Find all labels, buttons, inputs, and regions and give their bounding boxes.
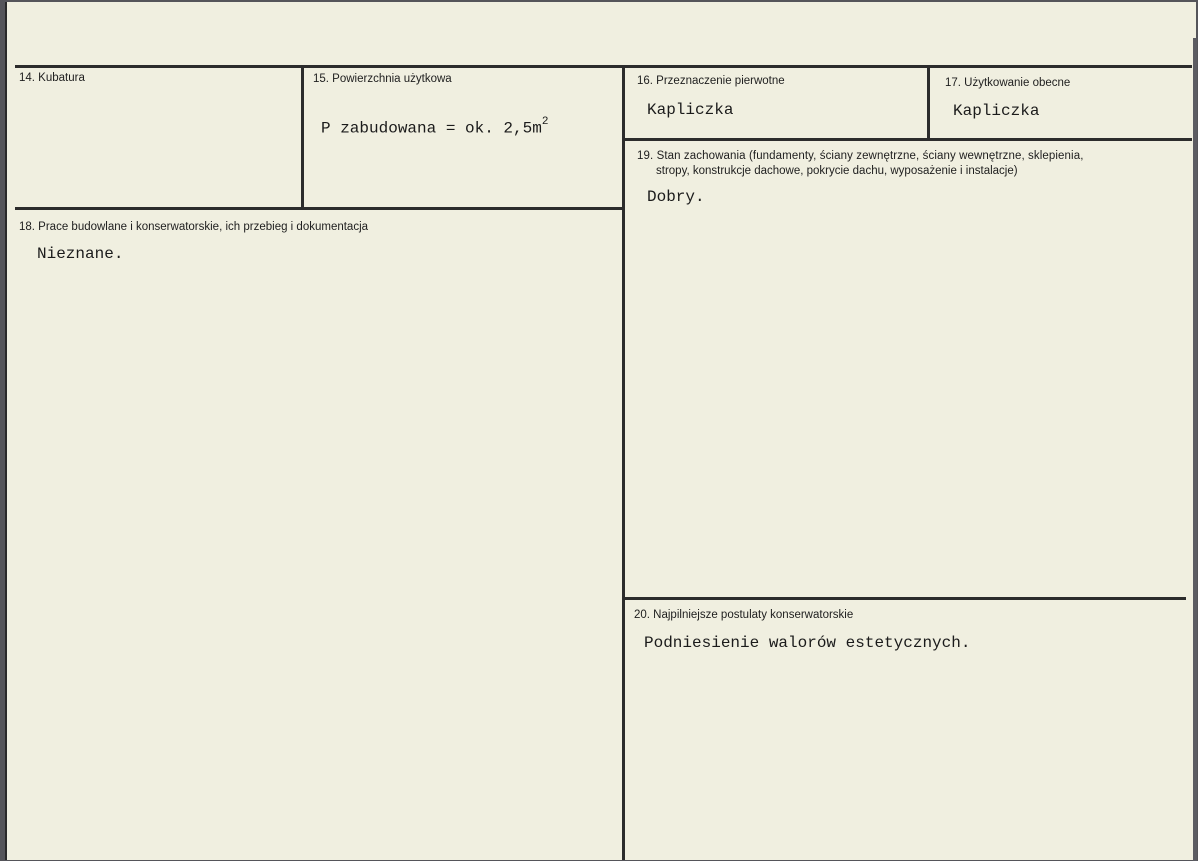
field-16-value: Kapliczka <box>647 101 734 119</box>
field-19-value: Dobry. <box>647 188 705 206</box>
divider-14-15 <box>301 65 304 209</box>
field-15-value-text: P zabudowana = ok. 2,5m <box>321 119 542 138</box>
field-14-label: 14. Kubatura <box>19 72 85 84</box>
scan-edge <box>1193 38 1197 861</box>
divider-under-16-17 <box>622 138 1192 141</box>
field-19-label-line1: 19. Stan zachowania (fundamenty, ściany zewnętrzne, ściany wewnętrzne, sklepienia, <box>637 150 1084 162</box>
divider-16-17 <box>927 65 930 140</box>
field-15-value-superscript: 2 <box>541 116 549 128</box>
field-20-label: 20. Najpilniejsze postulaty konserwatorskie <box>634 609 854 621</box>
field-19-label-line2: stropy, konstrukcje dachowe, pokrycie dachu, wyposażenie i instalacje) <box>656 165 1018 177</box>
divider-center <box>622 65 625 860</box>
record-card <box>5 2 1196 860</box>
field-20-value: Podniesienie walorów estetycznych. <box>644 634 971 652</box>
field-15-label: 15. Powierzchnia użytkowa <box>313 73 452 85</box>
field-18-value: Nieznane. <box>37 245 124 263</box>
divider-under-15 <box>15 207 625 210</box>
divider-top <box>15 65 1192 68</box>
divider-under-19 <box>622 597 1186 600</box>
field-17-label: 17. Użytkowanie obecne <box>945 77 1071 89</box>
field-15-value <box>321 118 548 137</box>
field-17-value: Kapliczka <box>953 102 1040 120</box>
field-18-label: 18. Prace budowlane i konserwatorskie, ich przebieg i dokumentacja <box>19 221 369 233</box>
field-16-label: 16. Przeznaczenie pierwotne <box>637 75 785 87</box>
